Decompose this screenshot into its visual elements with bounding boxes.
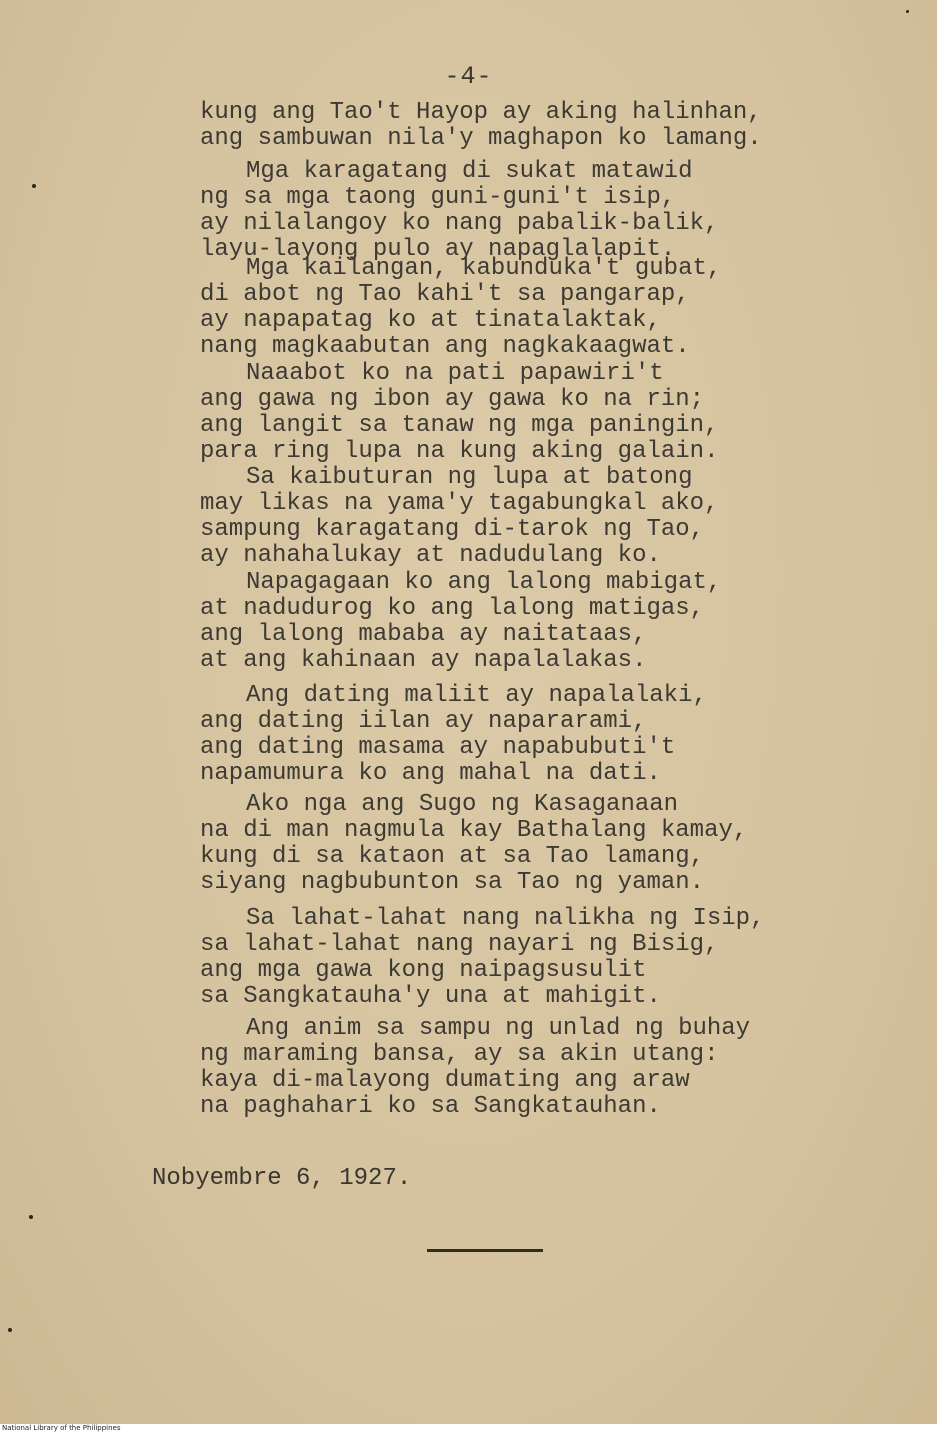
poem-line: ng maraming bansa, ay sa akin utang: bbox=[200, 1041, 719, 1068]
stanza-1 bbox=[200, 100, 890, 152]
poem-line: ay nilalangoy ko nang pabalik-balik, bbox=[200, 210, 719, 237]
poem-line: Naaabot ko na pati papawiri't bbox=[246, 360, 664, 387]
poem-line: sa lahat-lahat nang nayari ng Bisig, bbox=[200, 931, 719, 958]
poem-line: ay napapatag ko at tinatalaktak, bbox=[200, 307, 661, 334]
stanza-7 bbox=[200, 683, 890, 787]
poem-line: sampung karagatang di-tarok ng Tao, bbox=[200, 516, 705, 543]
poem-line: ang mga gawa kong naipagsusulit bbox=[200, 957, 647, 984]
stanza-5 bbox=[200, 465, 890, 569]
poem-line: may likas na yama'y tagabungkal ako, bbox=[200, 490, 719, 517]
poem-line: nang magkaabutan ang nagkakaagwat. bbox=[200, 333, 690, 360]
stanza-10 bbox=[200, 1016, 890, 1120]
poem-line: ang dating masama ay napabubuti't bbox=[200, 734, 676, 761]
paper-speck bbox=[29, 1215, 33, 1219]
date-line: Nobyembre 6, 1927. bbox=[152, 1165, 412, 1192]
page-number: -4- bbox=[444, 62, 493, 91]
poem-line: ang dating iilan ay napararami, bbox=[200, 708, 647, 735]
poem-line: Sa lahat-lahat nang nalikha ng Isip, bbox=[246, 905, 765, 932]
stanza-6 bbox=[200, 570, 890, 674]
poem-line: kung di sa kataon at sa Tao lamang, bbox=[200, 843, 705, 870]
poem-line: Sa kaibuturan ng lupa at batong bbox=[246, 464, 693, 491]
poem-line: kaya di-malayong dumating ang araw bbox=[200, 1067, 690, 1094]
poem-line: di abot ng Tao kahi't sa pangarap, bbox=[200, 281, 690, 308]
poem-line: siyang nagbubunton sa Tao ng yaman. bbox=[200, 869, 705, 896]
poem-line: at nadudurog ko ang lalong matigas, bbox=[200, 595, 705, 622]
poem-line: para ring lupa na kung aking galain. bbox=[200, 438, 719, 465]
poem-line: Mga karagatang di sukat matawid bbox=[246, 158, 693, 185]
poem-line: kung ang Tao't Hayop ay aking halinhan, bbox=[200, 99, 762, 126]
poem-line: ang gawa ng ibon ay gawa ko na rin; bbox=[200, 386, 705, 413]
poem-line: Mga kailangan, kabunduka't gubat, bbox=[246, 255, 722, 282]
poem-line: ang lalong mababa ay naitataas, bbox=[200, 621, 647, 648]
stanza-2 bbox=[200, 159, 890, 263]
poem-line: Ang anim sa sampu ng unlad ng buhay bbox=[246, 1015, 751, 1042]
poem-line: ang sambuwan nila'y maghapon ko lamang. bbox=[200, 125, 762, 152]
poem-line: layu-layong pulo ay napaglalapit. bbox=[200, 236, 676, 263]
closing-rule bbox=[427, 1249, 543, 1252]
paper-speck bbox=[32, 184, 36, 188]
stanza-4 bbox=[200, 361, 890, 465]
poem-line: Ang dating maliit ay napalalaki, bbox=[246, 682, 707, 709]
poem-line: ng sa mga taong guni-guni't isip, bbox=[200, 184, 676, 211]
poem-line: na di man nagmula kay Bathalang kamay, bbox=[200, 817, 748, 844]
poem-line: Napagagaan ko ang lalong mabigat, bbox=[246, 569, 722, 596]
paper-speck bbox=[906, 10, 909, 13]
poem-line: ang langit sa tanaw ng mga paningin, bbox=[200, 412, 719, 439]
footer-bar bbox=[0, 1424, 937, 1433]
poem-line: napamumura ko ang mahal na dati. bbox=[200, 760, 661, 787]
stanza-9 bbox=[200, 906, 890, 1010]
paper-speck bbox=[8, 1328, 12, 1332]
poem-line: sa Sangkatauha'y una at mahigit. bbox=[200, 983, 661, 1010]
stanza-8 bbox=[200, 792, 890, 896]
footer-credit: National Library of the Philippines bbox=[2, 1424, 121, 1432]
poem-line: ay nahahalukay at nadudulang ko. bbox=[200, 542, 661, 569]
stanza-3 bbox=[200, 256, 890, 360]
poem-line: Ako nga ang Sugo ng Kasaganaan bbox=[246, 791, 679, 818]
poem-line: na paghahari ko sa Sangkatauhan. bbox=[200, 1093, 661, 1120]
poem-line: at ang kahinaan ay napalalakas. bbox=[200, 647, 647, 674]
